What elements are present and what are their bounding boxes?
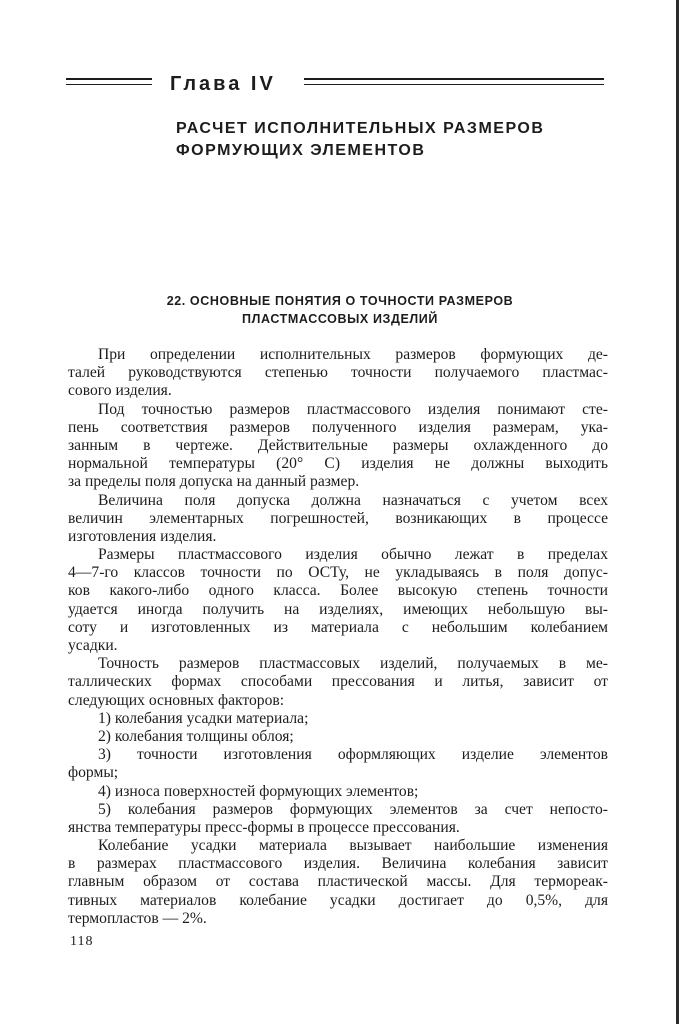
text-line: Под точностью размеров пластмассового изделия понимают сте- (98, 400, 608, 418)
list-item: 2) колебания толщины облоя; (98, 727, 294, 745)
text-line: занным в чертеже. Действительные размеры охлажденного до (68, 436, 608, 454)
text-line: следующих основных факторов: (68, 691, 285, 709)
text-line: талей руководствуются степенью точности получаемого пластмас- (68, 364, 608, 382)
text-line: удается иногда получить на изделиях, имеющих небольшую вы- (68, 600, 608, 618)
text-line: янства температуры пресс-формы в процессе прессования. (68, 818, 460, 836)
text-line: Размеры пластмассового изделия обычно лежат в пределах (98, 546, 608, 564)
text-line: формы; (68, 764, 119, 782)
chapter-title: Глава IV (170, 73, 276, 95)
chapter-rule-right (304, 78, 604, 85)
section-heading (100, 292, 580, 328)
page-number: 118 (70, 934, 94, 949)
chapter-heading-line: ФОРМУЮЩИХ ЭЛЕМЕНТОВ (176, 142, 426, 159)
text-line: тивных материалов колебание усадки достигает до 0,5%, для (68, 891, 608, 909)
text-line: Точность размеров пластмассовых изделий, получаемых в ме- (98, 655, 608, 673)
text-line: изготовления изделия. (68, 527, 217, 545)
chapter-rule-left (66, 78, 152, 85)
text-line: 4—7-го классов точности по ОСТу, не укладываясь в поля допус- (68, 564, 608, 582)
text-line: Величина поля допуска должна назначаться с учетом всех (98, 491, 608, 509)
text-line: пень соответствия размеров полученного изделия размерам, ука- (68, 418, 608, 436)
text-line: При определении исполнительных размеров формующих де- (98, 346, 608, 363)
text-line: главным образом от состава пластической массы. Для термореак- (68, 873, 608, 891)
text-line: таллических формах способами прессования и литья, зависит от (68, 673, 608, 691)
list-item: 3) точности изготовления оформляющих изделие элементов (98, 746, 608, 764)
section-heading-line: 22. ОСНОВНЫЕ ПОНЯТИЯ О ТОЧНОСТИ РАЗМЕРОВ (166, 294, 514, 308)
chapter-heading (176, 118, 596, 162)
list-item: 4) износа поверхностей формующих элементов; (98, 782, 419, 800)
text-line: нормальной температуры (20° С) изделия не должны выходить (68, 455, 608, 473)
text-line: в размерах пластмассового изделия. Величина колебания зависит (68, 855, 608, 873)
text-line: термопластов — 2%. (68, 909, 207, 927)
chapter-heading-line: РАСЧЕТ ИСПОЛНИТЕЛЬНЫХ РАЗМЕРОВ (176, 120, 545, 137)
list-item: 5) колебания размеров формующих элементов за счет непосто- (98, 800, 608, 818)
chapter-header (66, 72, 606, 96)
text-line: ков какого-либо одного класса. Более высокую степень точности (68, 582, 608, 600)
text-line: величин элементарных погрешностей, возникающих в процессе (68, 509, 608, 527)
text-line: за пределы поля допуска на данный размер. (68, 473, 360, 491)
text-line: соту и изготовленных из материала с небольшим колебанием (68, 618, 608, 636)
text-line: сового изделия. (68, 382, 172, 400)
section-heading-line: ПЛАСТМАССОВЫХ ИЗДЕЛИЙ (242, 312, 438, 326)
list-item: 1) колебания усадки материала; (98, 709, 309, 727)
body-text (68, 346, 608, 928)
text-line: усадки. (68, 637, 118, 654)
text-line: Колебание усадки материала вызывает наибольшие изменения (98, 837, 608, 855)
